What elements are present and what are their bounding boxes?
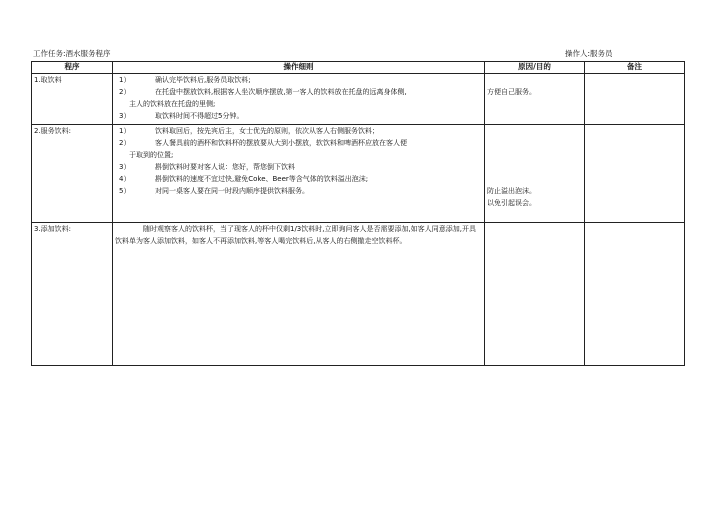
item-text: 饮料取回后，按先宾后主，女士优先的原则，依次从客人右侧服务饮料； — [155, 127, 379, 136]
item-text: 斟倒饮料的速度不宜过快,避免Coke、Beer等含气体的饮料溢出泡沫; — [155, 175, 369, 184]
item-number: 1） — [119, 127, 131, 136]
item-number: 1） — [119, 76, 131, 84]
reason-text: 以免引起误会。 — [487, 199, 536, 208]
detail-item — [115, 110, 482, 122]
item-text: 取饮料时间不得超过5分钟。 — [155, 112, 244, 120]
reason-cell — [485, 74, 585, 125]
item-number: 4） — [119, 175, 131, 184]
table-row — [32, 74, 685, 125]
step-cell — [32, 222, 113, 365]
step-cell — [32, 74, 113, 125]
item-number: 5） — [119, 187, 131, 196]
task-title: 工作任务:酒水服务程序 — [33, 49, 111, 58]
table-row — [32, 222, 685, 365]
reason-text: 防止溢出泡沫。 — [487, 187, 536, 196]
notes-cell — [585, 222, 685, 365]
step-label: 3.添加饮料: — [34, 224, 72, 233]
step-cell — [32, 125, 113, 222]
details-cell — [113, 125, 485, 222]
header-procedure: 程序 — [32, 62, 113, 74]
item-text: 确认完毕饮料后,服务员取饮料; — [155, 76, 251, 84]
notes-cell — [585, 74, 685, 125]
detail-item — [115, 161, 482, 173]
item-number: 2） — [119, 88, 131, 96]
details-cell — [113, 74, 485, 125]
detail-item — [115, 185, 482, 197]
item-number: 2） — [119, 139, 131, 148]
reason-text: 方便自己服务。 — [487, 88, 536, 96]
item-text: 斟倒饮料时要对客人说：您好，帮您倒下饮料 — [155, 163, 295, 172]
reason-cell — [485, 125, 585, 222]
detail-item — [115, 86, 482, 98]
item-text-continuation: 于取到的位置; — [129, 151, 174, 160]
details-cell — [113, 222, 485, 365]
notes-cell — [585, 125, 685, 222]
detail-item — [115, 137, 482, 149]
item-text: 在托盘中摆放饮料,根据客人坐次顺序摆放,第一客人的饮料放在托盘的远离身体侧, — [155, 88, 407, 96]
header-reason: 原因/目的 — [485, 62, 585, 74]
item-text: 客人餐具前的酒杯和饮料杯的摆放要从大到小摆放，软饮料和啤酒杯应放在客人便 — [155, 139, 407, 148]
item-number: 3） — [119, 112, 131, 120]
step-label: 2.服务饮料: — [34, 127, 72, 136]
item-text: 对同一桌客人要在同一时段内顺序提供饮料服务。 — [155, 187, 309, 196]
operator-label: 操作人:服务员 — [565, 49, 613, 58]
detail-item — [115, 74, 482, 86]
detail-item — [115, 173, 482, 185]
detail-paragraph: 随时观察客人的饮料杯，当了现客人的杯中仅剩1/3饮料时,立即询问客人是否需要添加,如客人同意添加,开具饮料单为客人添加饮料，如客人不再添加饮料,等客人喝完饮料后,从客人的右侧撤走空饮料杯。 — [115, 224, 476, 245]
header-details: 操作细则 — [113, 62, 485, 74]
reason-cell — [485, 222, 585, 365]
step-label: 1.取饮料 — [34, 76, 62, 84]
item-text-continuation: 主人的饮料放在托盘的里侧; — [129, 100, 216, 108]
table-header-row — [32, 62, 685, 74]
procedure-table — [31, 61, 685, 366]
item-number: 3） — [119, 163, 131, 172]
table-row — [32, 125, 685, 222]
detail-item — [115, 125, 482, 137]
header-notes: 备注 — [585, 62, 685, 74]
